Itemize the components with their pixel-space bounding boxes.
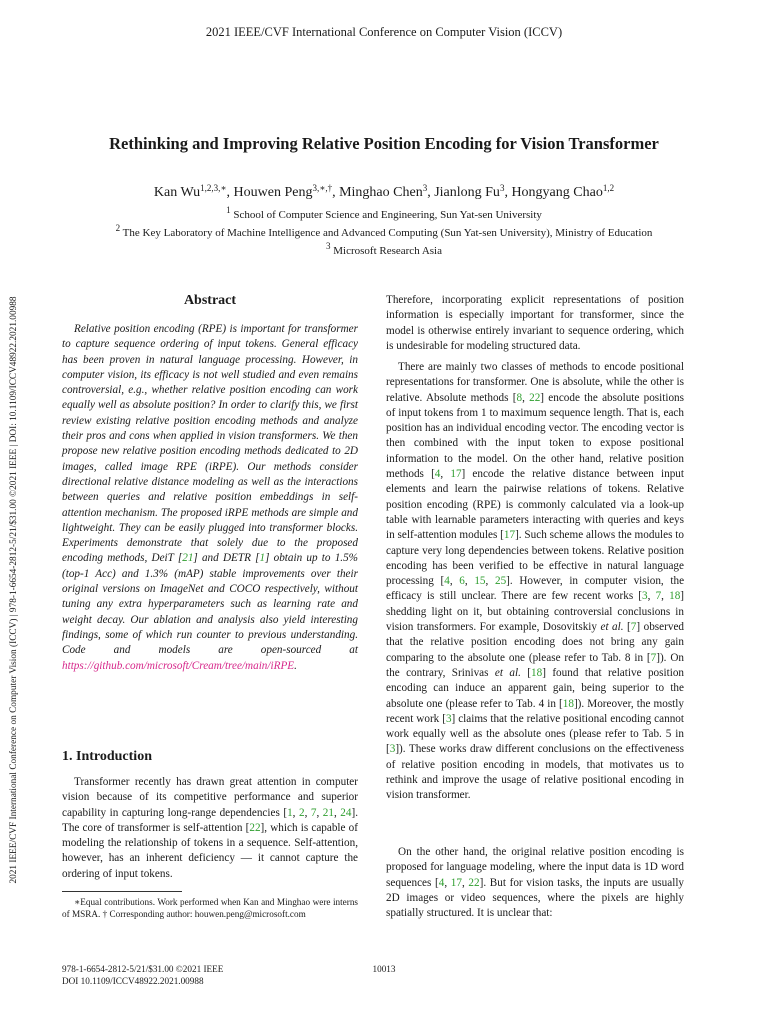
author-name: Kan Wu xyxy=(153,185,201,200)
abstract-text: . xyxy=(294,659,297,672)
citation-link[interactable]: 4 xyxy=(438,876,445,889)
citation-link[interactable]: 24 xyxy=(340,806,352,819)
citation-link[interactable]: 22 xyxy=(468,876,480,889)
body-text: [ xyxy=(520,666,532,679)
body-text: ] found that relative position encoding can induce an apparent gain, being superior to the absolute one (please refer to Tab. 4 in [ xyxy=(386,666,685,710)
citation-link[interactable]: 7 xyxy=(310,806,317,819)
author-affil-marker: 1,2,3,∗ xyxy=(200,183,227,193)
body-text: ] observed that the relative position encoding does not bring any gain comparing to the absolute one (please refer to Tab. 8 in [ xyxy=(386,621,684,664)
right-paragraph-2 xyxy=(386,360,684,804)
author-list: Kan $Wu^{1,2,3,∗}$, Houwen Peng$^{3,∗,\dagger}$, Minghao Chen$^3$, Jianlong Fu$^3$, Hongyang Chao$^{1,2}$ xyxy=(153,183,615,200)
intro-paragraph: Transformer recently has drawn great attention in computer vision because of its competitive performance and superior capability in capturing long-range dependencies [1, 2, 7, 21, 24]. The core of transformer is self-attention [22], which is capable of modeling the relationship of tokens in a sequence. Self-attention, however, has an inherent deficiency — it cannot capture the ordering of input tokens. xyxy=(62,776,359,880)
body-text: ] encode the relative distance between input elements and learn the pairwise relations of tokens. Relative position encoding (RPE) is commonly calculated via a look-up table with learnable parameters interacting with queries and keys in self-attention modules [ xyxy=(386,468,684,542)
body-text: ]. But for vision tasks, the inputs are usually 2D images or video sequences, where the pixels are highly spatially structured. It is unclear that: xyxy=(386,876,685,920)
body-text: Therefore, incorporating explicit representations of position information is especially important for transformer, since the model is otherwise entirely invariant to sequence ordering, which is undesirable for modeling structured data. xyxy=(386,294,684,352)
introduction-body xyxy=(62,775,358,882)
affiliation xyxy=(0,205,768,221)
citation-link[interactable]: 3 xyxy=(642,590,648,603)
citation-link[interactable]: 7 xyxy=(655,590,662,603)
abstract-paragraph xyxy=(62,322,358,674)
abstract-text: Relative position encoding (RPE) is important for transformer to capture sequence ordering of input tokens. General efficacy has been proven in natural language processing. However, in computer vision, its efficacy is not well studied and even remains controversial, e.g., whether relative position encoding can work equally well as absolute position? In order to clarify this, we first review existing relative position encoding methods and analyze their pros and cons when applied in vision transformers. We then propose new relative position encoding methods dedicated to 2D images, called image RPE (iRPE). Our methods consider directional relative distance modeling as well as the interactions between queries and relative position embeddings in self-attention mechanism. The proposed iRPE methods are simple and lightweight. They can be easily plugged into transformer blocks. Experiments demonstrate that solely due to the proposed encoding methods, DeiT [ xyxy=(62,323,358,565)
footnote xyxy=(62,896,358,920)
body-text: et al. xyxy=(600,621,624,634)
footnote-rule xyxy=(62,891,182,892)
abstract-body xyxy=(62,322,358,674)
citation-link[interactable]: 4 xyxy=(444,575,450,588)
body-text: ] shedding light on it, but obtaining controversial conclusions in vision transformers. For example, Dosovitskiy xyxy=(386,590,685,634)
body-text: ]). These works draw different conclusions on the effectiveness of relative position encoding in models, that motivates us to rethink and improve the usage of relative positional encoding in vision transformer. xyxy=(386,743,684,802)
author-name: Minghao Chen xyxy=(339,185,423,200)
citation-link[interactable]: 7 xyxy=(630,621,637,634)
right-paragraph-1 xyxy=(386,293,684,354)
citation-link[interactable]: 3 xyxy=(445,712,452,725)
affiliation-text: School of Computer Science and Engineering, Sun Yat-sen University xyxy=(233,209,542,221)
abstract-text: ] and DETR [ xyxy=(193,552,260,565)
citation-link[interactable]: 25 xyxy=(494,575,507,588)
intro-text: ]. The core of transformer is self-attention [ xyxy=(62,806,359,834)
citation-link[interactable]: 21 xyxy=(322,806,334,819)
citation-link[interactable]: 7 xyxy=(650,651,657,664)
citation-link[interactable]: 1 xyxy=(287,806,293,819)
isbn-line: 978-1-6654-2812-5/21/$31.00 ©2021 IEEE xyxy=(62,964,224,974)
author-affil-marker: 3 xyxy=(422,183,428,193)
citation-link[interactable]: 6 xyxy=(459,575,465,588)
citation-link[interactable]: 17 xyxy=(503,529,516,542)
body-text: On the other hand, the original relative position encoding is proposed for language modeling, where the input data is 1D word sequences [ xyxy=(386,846,684,889)
abstract-heading: Abstract xyxy=(183,293,237,308)
author-affil-marker: 3,∗,† xyxy=(312,183,333,193)
body-text: ]. However, in computer vision, the efficacy is still unclear. There are few recent works [ xyxy=(386,575,685,603)
affiliation xyxy=(0,223,768,239)
body-text: ]. Such scheme allows the modules to capture very long dependencies between tokens. Relative position encoding has been verified to be effective in natural language processing [ xyxy=(386,529,684,588)
body-text: et al. xyxy=(494,666,521,679)
citation-link[interactable]: 17 xyxy=(450,876,462,889)
affiliation-text: The Key Laboratory of Machine Intelligence and Advanced Computing (Sun Yat-sen University), Ministry of Education xyxy=(122,227,653,239)
citation-link[interactable]: 2 xyxy=(298,806,305,819)
citation-link[interactable]: 8 xyxy=(516,391,523,404)
intro-text: ], which is capable of modeling the relationship of tokens in a sequence. Self-attention, however, has an inherent deficiency — it cannot capture the ordering of input tokens. xyxy=(62,821,358,880)
citation-link[interactable]: 18 xyxy=(669,590,681,603)
citation-link[interactable]: 15 xyxy=(474,575,486,588)
citation-link[interactable]: 1 xyxy=(259,552,266,565)
citation-link[interactable]: 22 xyxy=(249,821,261,834)
paper-title: Rethinking and Improving Relative Position Encoding for Vision Transformer xyxy=(109,134,659,153)
affiliation xyxy=(0,241,768,257)
body-text: ] claims that the relative positional encoding cannot work equally well as the absolute ones (please refer to Tab. 5 in [ xyxy=(386,712,684,756)
body-text: ] encode the absolute positions of input tokens from 1 to maximum sequence length. That is, each position has an individual encoding vector. The encoding vector is then combined with the input token to expose positional information to the model. On the other hand, relative position methods [ xyxy=(386,391,685,481)
affiliation-number: 1 xyxy=(226,205,231,215)
body-text: There are mainly two classes of methods to encode positional representations for transformer. One is absolute, while the other is relative. Absolute methods [ xyxy=(386,361,684,404)
footnote-text: ∗Equal contributions. Work performed when Kan and Minghao were interns of MSRA. † Corresponding author: houwen.peng@microsoft.com xyxy=(62,897,358,919)
body-text: ]). Moreover, the mostly recent work [ xyxy=(386,697,684,725)
author-affil-marker: 1,2 xyxy=(602,183,615,193)
abstract-text: ] obtain up to 1.5% (top-1 Acc) and 1.3% (mAP) stable improvements over their original versions on ImageNet and COCO respectively, without tuning any extra hyperparameters such as learning rate and weight decay. Our ablation and analysis also yield interesting findings, some of which run counter to previous understanding. Code and models are open-sourced at xyxy=(62,552,358,657)
code-url-link[interactable]: https://github.com/microsoft/Cream/tree/main/iRPE xyxy=(62,659,295,672)
author-name: Jianlong Fu xyxy=(434,185,500,200)
citation-link[interactable]: 4 xyxy=(434,468,441,481)
citation-link[interactable]: 3 xyxy=(389,743,396,756)
citation-link[interactable]: 18 xyxy=(531,666,543,679)
citation-link[interactable]: 21 xyxy=(182,552,194,565)
body-text: [ xyxy=(623,621,631,634)
citation-link[interactable]: 22 xyxy=(529,391,541,404)
conference-header: 2021 IEEE/CVF International Conference on Computer Vision (ICCV) xyxy=(205,25,563,39)
doi-line: DOI 10.1109/ICCV48922.2021.00988 xyxy=(62,975,204,986)
intro-text: Transformer recently has drawn great attention in computer vision because of its competitive performance and superior capability in capturing long-range dependencies [ xyxy=(62,776,358,819)
body-text: ]). On the contrary, Srinivas xyxy=(386,651,684,679)
citation-link[interactable]: 18 xyxy=(562,697,574,710)
citation-link[interactable]: 17 xyxy=(450,468,462,481)
affiliation-number: 2 xyxy=(115,223,121,233)
body-paragraph: There are mainly two classes of methods to encode positional representations for transformer. One is absolute, while the other is relative. Absolute methods [8, 22] encode the absolute positions of input tokens from 1 to maximum sequence length. That is, each position has an individual encoding vector. The encoding vector is then combined with the input token to expose positional information to the model. On the other hand, relative position methods [4, 17] encode the relative distance between input elements and learn the pairwise relations of tokens. Relative position encoding (RPE) is commonly calculated via a look-up table with learnable parameters interacting with queries and keys in self-attention modules [17]. Such scheme allows the modules to capture very long dependencies between tokens. Relative position encoding has been verified to be effective in natural language processing [4, 6, 15, 25]. However, in computer vision, the efficacy is still unclear. There are few recent works [3, 7, 18] shedding light on it, but obtaining controversial conclusions in vision transformers. For example, Dosovitskiy et al. [7] observed that the relative position encoding does not bring any gain comparing to the absolute one (please refer to Tab. 8 in [7]). On the contrary, Srinivas et al. [18] found that relative position encoding can induce an apparent gain, being superior to the absolute one (please refer to Tab. 4 in [18]). Moreover, the mostly recent work [3] claims that the relative positional encoding cannot work equally well as the absolute ones (please refer to Tab. 5 in [3]). These works draw different conclusions on the effectiveness of relative position encoding in models, that motivates us to rethink and improve the usage of relative positional encoding in vision transformer. xyxy=(386,361,685,802)
author-name: Hongyang Chao xyxy=(511,185,603,200)
body-paragraph: On the other hand, the original relative position encoding is proposed for language modeling, where the input data is 1D word sequences [4, 17, 22]. But for vision tasks, the inputs are usually 2D images or video sequences, where the pixels are highly spatially structured. It is unclear that: xyxy=(386,846,685,920)
author-name: Houwen Peng xyxy=(233,185,313,200)
author-affil-marker: 3 xyxy=(499,183,505,193)
affiliation-text: Microsoft Research Asia xyxy=(333,245,442,257)
page-number: 10013 xyxy=(372,964,396,974)
affiliation-number: 3 xyxy=(326,241,331,251)
right-paragraph-3 xyxy=(386,845,684,921)
side-doi-stamp: 2021 IEEE/CVF International Conference on Computer Vision (ICCV) | 978-1-6654-2812-5/21/$31.00 ©2021 IEEE | DOI: 10.1109/ICCV48922.2021.00988 xyxy=(9,296,19,884)
section-heading-introduction: 1. Introduction xyxy=(62,749,152,764)
